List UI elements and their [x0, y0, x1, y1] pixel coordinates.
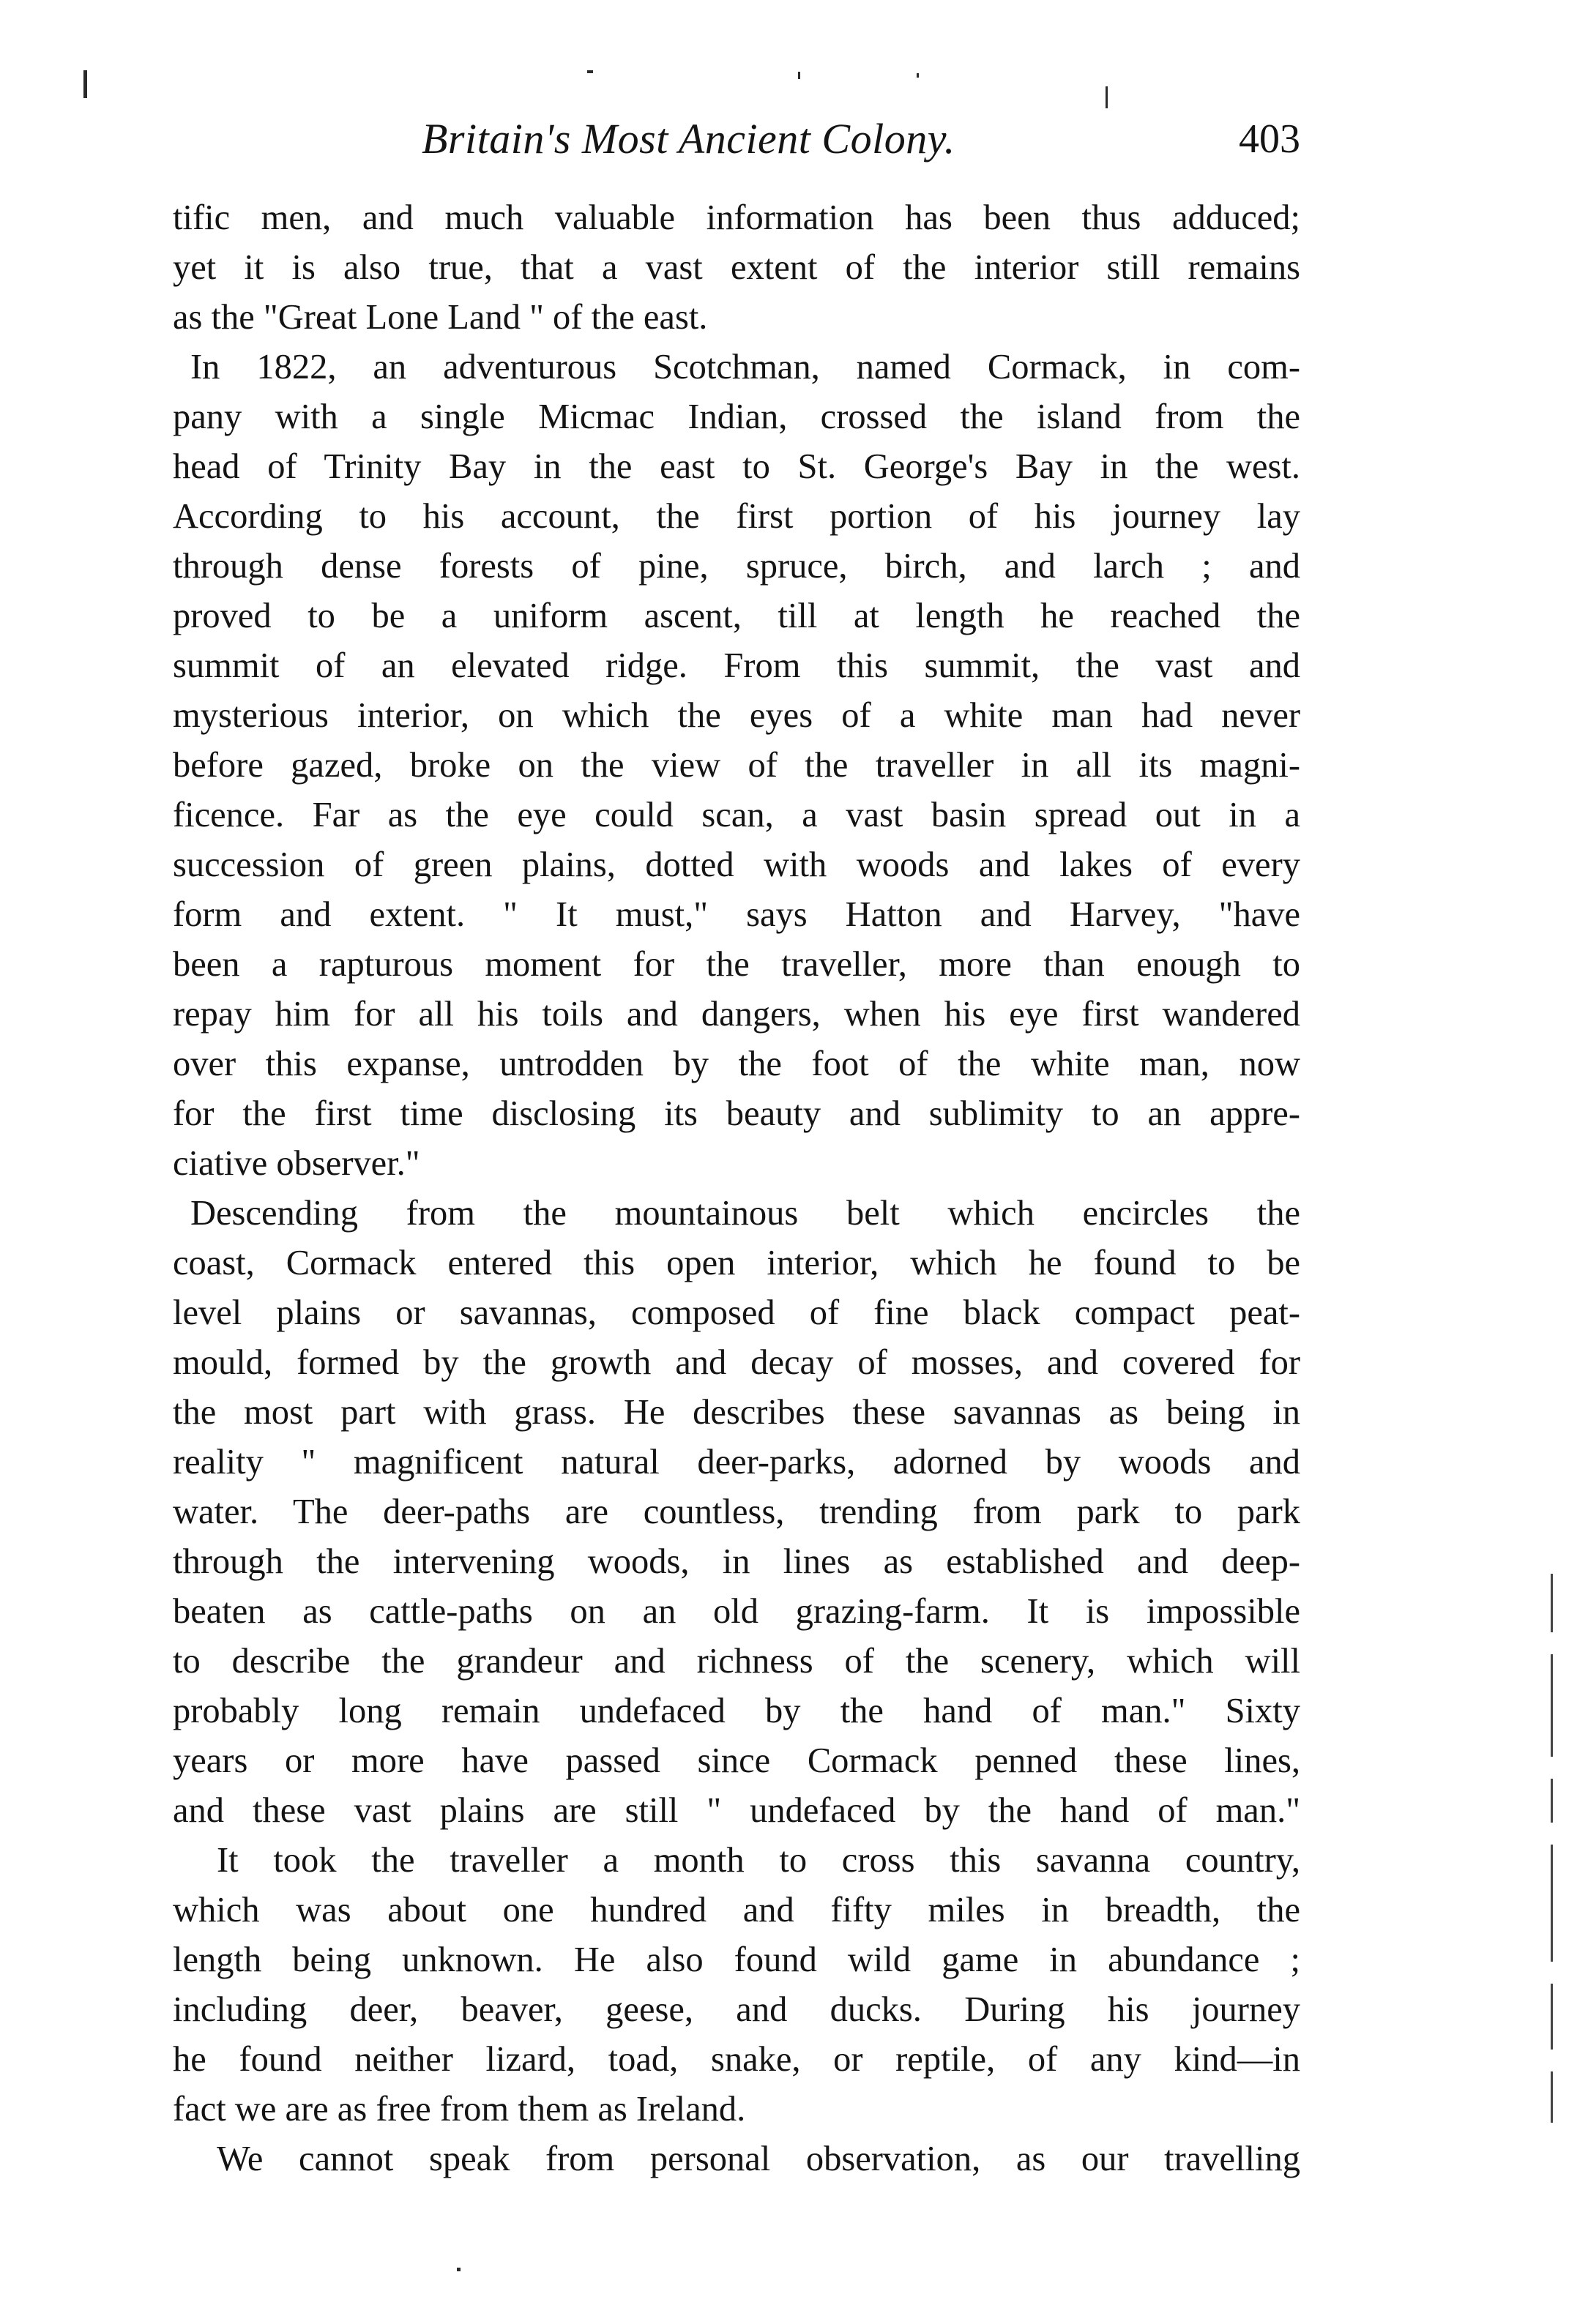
body-text: [173, 193, 1300, 2184]
text-line: pany with a single Micmac Indian, crossed the island from the: [173, 397, 1300, 436]
scan-speck: [1106, 86, 1108, 108]
text-line: mysterious interior, on which the eyes of a white man had never: [173, 696, 1300, 735]
text-line: as the "Great Lone Land " of the east.: [173, 298, 708, 337]
text-line: mould, formed by the growth and decay of mosses, and covered for: [173, 1343, 1300, 1382]
text-line: including deer, beaver, geese, and ducks. During his journey: [173, 1990, 1300, 2029]
page-header: [173, 110, 1300, 168]
text-line: fact we are as free from them as Ireland.: [173, 2090, 746, 2129]
text-line: summit of an elevated ridge. From this summit, the vast and: [173, 646, 1300, 685]
text-line: probably long remain undefaced by the hand of man." Sixty: [173, 1692, 1300, 1730]
text-line: been a rapturous moment for the traveller, more than enough to: [173, 945, 1300, 984]
text-line: the most part with grass. He describes these savannas as being in: [173, 1393, 1300, 1432]
text-line: repay him for all his toils and dangers, when his eye first wandered: [173, 995, 1300, 1034]
scan-edge-marks: [1551, 1574, 1555, 2130]
scan-speck: [798, 72, 800, 79]
paragraph-start-line: Descending from the mountainous belt which encircles the: [190, 1194, 1300, 1233]
text-line: succession of green plains, dotted with woods and lakes of every: [173, 845, 1300, 884]
text-line: to describe the grandeur and richness of the scenery, which will: [173, 1642, 1300, 1681]
text-line: yet it is also true, that a vast extent of the interior still remains: [173, 248, 1300, 287]
text-line: length being unknown. He also found wild game in abundance ;: [173, 1940, 1300, 1979]
scan-speck: [83, 70, 87, 98]
text-line: reality " magnificent natural deer-parks, adorned by woods and: [173, 1443, 1300, 1482]
text-line: beaten as cattle-paths on an old grazing-farm. It is impossible: [173, 1592, 1300, 1631]
text-line: over this expanse, untrodden by the foot of the white man, now: [173, 1045, 1300, 1083]
text-line: water. The deer-paths are countless, trending from park to park: [173, 1492, 1300, 1531]
page-number: 403: [1239, 116, 1300, 162]
paragraph-start-line: We cannot speak from personal observation, as our travelling: [217, 2140, 1300, 2178]
text-line: through the intervening woods, in lines as established and deep-: [173, 1542, 1300, 1581]
running-title: Britain's Most Ancient Colony.: [422, 115, 955, 162]
text-line: he found neither lizard, toad, snake, or reptile, of any kind—in: [173, 2040, 1300, 2079]
paragraph-start-line: It took the traveller a month to cross this savanna country,: [217, 1841, 1300, 1880]
text-line: ciative observer.": [173, 1144, 420, 1183]
text-line: proved to be a uniform ascent, till at length he reached the: [173, 597, 1300, 635]
text-line: tific men, and much valuable information has been thus adduced;: [173, 198, 1300, 237]
text-line: coast, Cormack entered this open interior, which he found to be: [173, 1244, 1300, 1282]
text-line: years or more have passed since Cormack penned these lines,: [173, 1741, 1300, 1780]
paragraph-start-line: In 1822, an adventurous Scotchman, named Cormack, in com-: [190, 348, 1300, 386]
text-line: According to his account, the first portion of his journey lay: [173, 497, 1300, 536]
scan-speck: [917, 73, 919, 78]
text-line: which was about one hundred and fifty miles in breadth, the: [173, 1891, 1300, 1929]
text-line: through dense forests of pine, spruce, birch, and larch ; and: [173, 547, 1300, 586]
text-line: for the first time disclosing its beauty and sublimity to an appre-: [173, 1094, 1300, 1133]
text-line: form and extent. " It must," says Hatton and Harvey, "have: [173, 895, 1300, 934]
text-line: level plains or savannas, composed of fine black compact peat-: [173, 1293, 1300, 1332]
scan-speck: [457, 2268, 461, 2271]
text-line: head of Trinity Bay in the east to St. George's Bay in the west.: [173, 447, 1300, 486]
text-line: ficence. Far as the eye could scan, a vast basin spread out in a: [173, 796, 1300, 834]
scan-speck: [587, 70, 593, 73]
text-line: and these vast plains are still " undefaced by the hand of man.": [173, 1791, 1300, 1830]
text-line: before gazed, broke on the view of the traveller in all its magni-: [173, 746, 1300, 785]
